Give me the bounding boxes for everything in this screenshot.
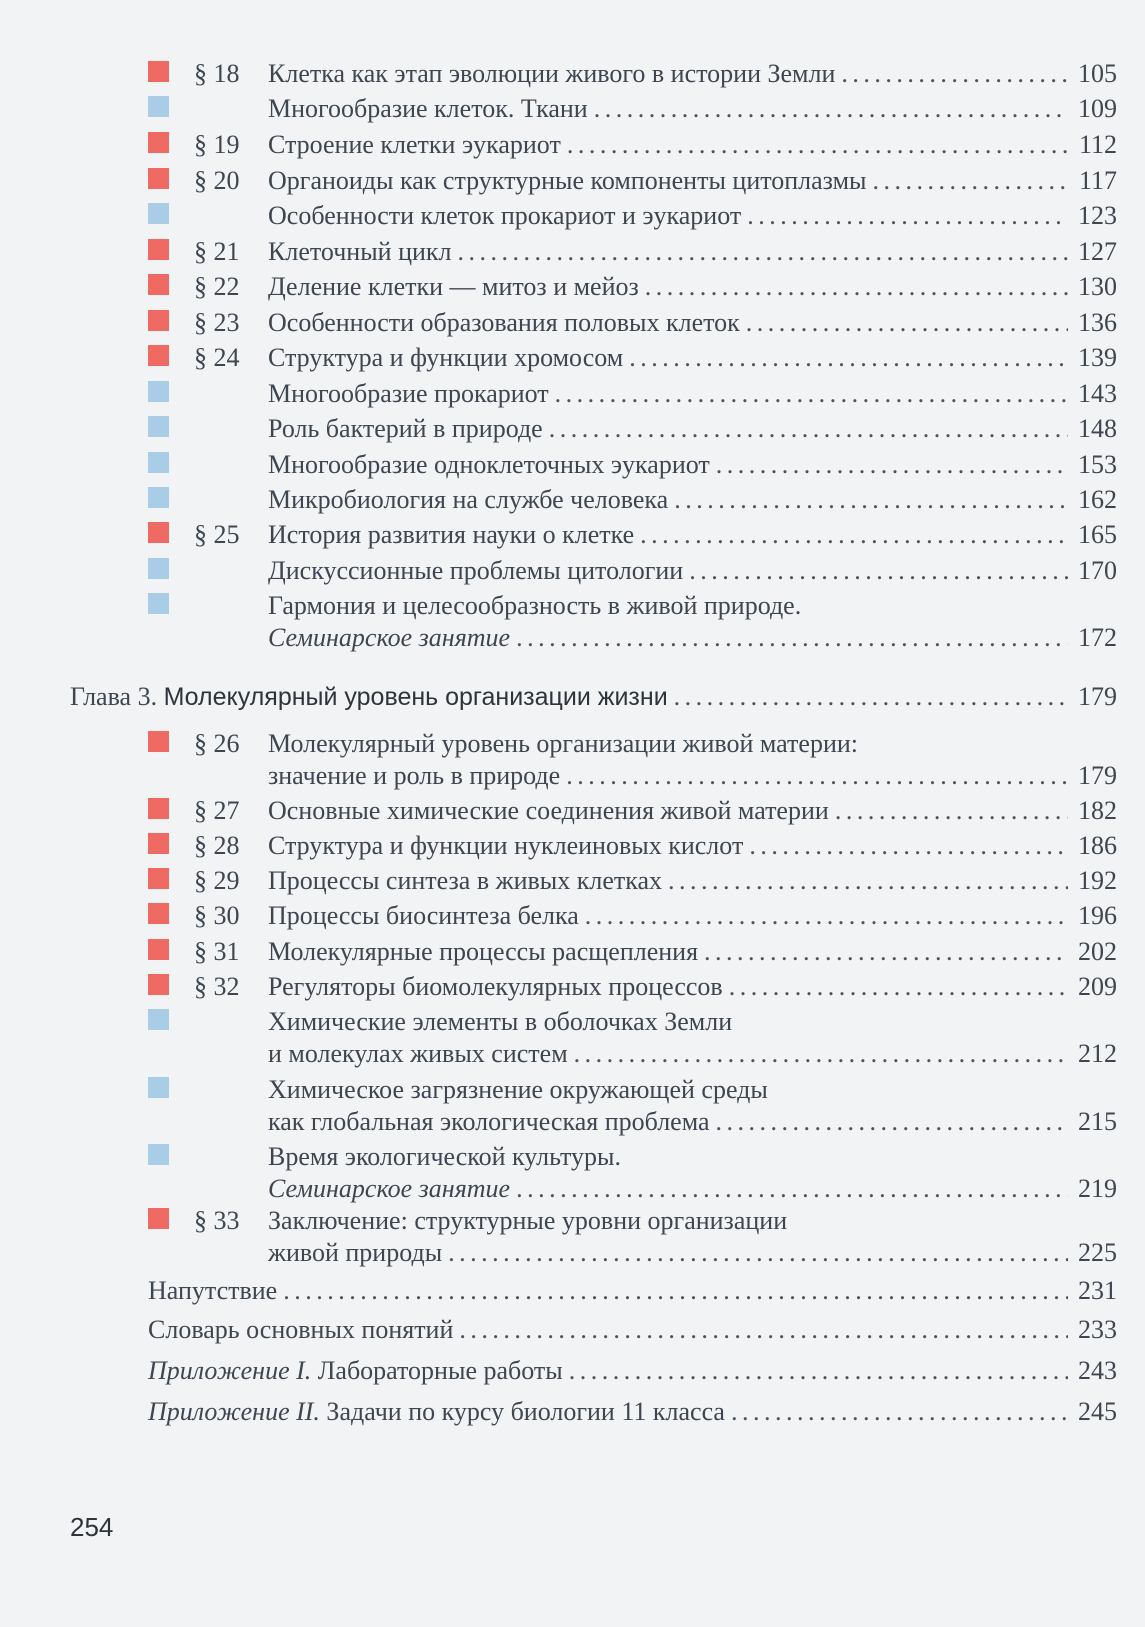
entry-title [268,760,560,792]
paragraph-marker [148,132,169,153]
dot-leader [640,519,1068,551]
dot-leader [516,1173,1068,1205]
entry-title [268,484,668,516]
page-ref: 127 [1078,237,1117,266]
page-ref: 130 [1078,272,1117,301]
page-ref: 186 [1078,831,1117,860]
entry-title [268,1237,442,1269]
dot-leader [645,271,1068,303]
paragraph-number: § 25 [194,520,240,549]
entry-title-text: Клеточный цикл [268,237,452,266]
page-ref: 209 [1078,972,1117,1001]
page-ref: 215 [1078,1107,1117,1136]
entry-title [268,1205,787,1237]
entry-title [268,795,829,827]
dot-leader [747,200,1068,232]
paragraph-marker [148,903,169,924]
entry-title-text: Микробиология на службе человека [268,485,669,514]
dot-leader [566,760,1068,792]
entry-title-text: Химические элементы в оболочках Земли [268,1007,733,1036]
entry-title-text: Многообразие клеток. Ткани [268,94,588,123]
paragraph-number: § 19 [194,130,240,159]
entry-title-text: Строение клетки эукариот [268,130,561,159]
entry-title [268,307,740,339]
page-ref: 148 [1078,414,1117,443]
page-ref: 153 [1078,450,1117,479]
entry-title-text: Основные химические соединения живой материи [268,796,829,825]
supplementary-marker [148,452,169,473]
entry-title-text: Словарь основных понятий [148,1315,454,1344]
supplementary-marker [148,203,169,224]
dot-leader [594,93,1068,125]
paragraph-marker [148,522,169,543]
paragraph-marker [148,274,169,295]
entry-title-text: Многообразие одноклеточных эукариот [268,450,710,479]
appendix-label: Приложение II. [148,1397,320,1426]
entry-title-text: Процессы биосинтеза белка [268,901,579,930]
entry-title [148,1275,277,1307]
page-ref: 112 [1078,130,1117,159]
appendix-label: Приложение I. [148,1356,312,1385]
page-ref: 192 [1078,866,1117,895]
dot-leader [841,58,1068,90]
dot-leader [716,1106,1068,1138]
entry-title [268,378,549,410]
dot-leader [448,1237,1068,1269]
paragraph-marker [148,868,169,889]
supplementary-marker [148,416,169,437]
supplementary-marker [148,593,169,614]
entry-title-text: Молекулярный уровень организации живой материи: [268,729,859,758]
paragraph-number: § 31 [194,937,240,966]
entry-title-text: Деление клетки — митоз и мейоз [268,272,639,301]
supplementary-marker [148,558,169,579]
page-ref: 179 [1078,682,1117,711]
paragraph-number: § 27 [194,796,240,825]
dot-leader [516,622,1068,654]
dot-leader [674,681,1068,713]
entry-title-text: Лабораторные работы [317,1356,563,1385]
supplementary-marker [148,381,169,402]
paragraph-marker [148,345,169,366]
dot-leader [704,936,1068,968]
dot-leader [716,449,1068,481]
paragraph-number: § 33 [194,1206,240,1235]
entry-title [268,342,623,374]
dot-leader [459,1314,1068,1346]
page-ref: 233 [1078,1315,1117,1344]
entry-title [268,1038,568,1070]
entry-title [268,165,867,197]
entry-title [268,449,710,481]
page-ref: 170 [1078,556,1117,585]
dot-leader [749,830,1068,862]
page-ref: 219 [1078,1174,1117,1203]
entry-title-text: Регуляторы биомолекулярных процессов [268,972,723,1001]
paragraph-marker [148,239,169,260]
dot-leader [731,1396,1068,1428]
entry-title-text: Дискуссионные проблемы цитологии [268,556,684,585]
entry-title-text: как глобальная экологическая проблема [268,1107,710,1136]
page-ref: 123 [1078,201,1117,230]
paragraph-marker [148,833,169,854]
entry-title-text: Особенности клеток прокариот и эукариот [268,201,742,230]
entry-title [148,1355,563,1387]
dot-leader [569,1355,1068,1387]
paragraph-marker [148,61,169,82]
entry-title-text: История развития науки о клетке [268,520,635,549]
entry-title [268,271,639,303]
page-ref: 245 [1078,1397,1117,1426]
entry-title-text: Химическое загрязнение окружающей среды [268,1075,768,1104]
entry-title-text: Роль бактерий в природе [268,414,543,443]
entry-title [148,1396,725,1428]
paragraph-number: § 21 [194,237,240,266]
supplementary-marker [148,96,169,117]
page-ref: 136 [1078,308,1117,337]
entry-title [268,971,723,1003]
page-ref: 165 [1078,520,1117,549]
dot-leader [835,795,1068,827]
page-ref: 109 [1078,94,1117,123]
dot-leader [689,555,1068,587]
entry-title-text: Органоиды как структурные компоненты цитоплазмы [268,166,867,195]
entry-title [268,129,561,161]
chapter-title: Молекулярный уровень организации жизни [163,683,668,711]
dot-leader [668,865,1068,897]
paragraph-number: § 29 [194,866,240,895]
paragraph-number: § 23 [194,308,240,337]
entry-title [268,519,634,551]
paragraph-number: § 20 [194,166,240,195]
page-ref: 202 [1078,937,1117,966]
entry-title [268,590,801,622]
entry-title-text: Семинарское занятие [268,623,511,652]
supplementary-marker [148,1009,169,1030]
entry-title-text: Структура и функции нуклеиновых кислот [268,831,744,860]
entry-title [268,900,579,932]
dot-leader [574,1038,1068,1070]
paragraph-number: § 22 [194,272,240,301]
page-ref: 143 [1078,379,1117,408]
dot-leader [746,307,1068,339]
entry-title [268,865,662,897]
page-ref: 117 [1078,166,1117,195]
entry-title [268,830,743,862]
supplementary-marker [148,1077,169,1098]
dot-leader [549,413,1068,445]
paragraph-marker [148,310,169,331]
supplementary-marker [148,487,169,508]
entry-title-text: Структура и функции хромосом [268,343,624,372]
page-number: 254 [70,1512,114,1542]
paragraph-number: § 24 [194,343,240,372]
entry-title-text: Задачи по курсу биологии 11 класса [326,1397,725,1426]
entry-title-text: Заключение: структурные уровни организации [268,1206,788,1235]
entry-title [268,936,698,968]
entry-title [268,728,858,760]
paragraph-marker [148,168,169,189]
entry-title [268,1006,732,1038]
entry-title-text: живой природы [268,1238,443,1267]
page-ref: 179 [1078,761,1117,790]
page-ref: 105 [1078,59,1117,88]
dot-leader [873,165,1069,197]
paragraph-marker [148,974,169,995]
entry-title [148,1314,453,1346]
entry-title-text: Многообразие прокариот [268,379,549,408]
paragraph-marker [148,1208,169,1229]
entry-title [268,413,543,445]
paragraph-number: § 28 [194,831,240,860]
entry-title-text: Процессы синтеза в живых клетках [268,866,663,895]
entry-title [268,1106,710,1138]
entry-title-text: Время экологической культуры. [268,1142,621,1171]
page-ref: 225 [1078,1238,1117,1267]
page-ref: 162 [1078,485,1117,514]
entry-title [268,1141,621,1173]
dot-leader [585,900,1068,932]
entry-title-text: значение и роль в природе [268,761,561,790]
page-ref: 139 [1078,343,1117,372]
dot-leader [674,484,1068,516]
entry-title [268,555,683,587]
dot-leader [458,236,1068,268]
entry-title-text: Молекулярные процессы расщепления [268,937,699,966]
entry-title-text: Гармония и целесообразность в живой природе. [268,591,802,620]
page-ref: 243 [1078,1356,1117,1385]
paragraph-marker [148,939,169,960]
paragraph-number: § 32 [194,972,240,1001]
paragraph-number: § 18 [194,59,240,88]
entry-title [268,1074,768,1106]
dot-leader [629,342,1068,374]
entry-title [268,93,588,125]
paragraph-marker [148,731,169,752]
paragraph-number: § 26 [194,729,240,758]
entry-title [268,622,510,654]
entry-title-text: Клетка как этап эволюции живого в истории Земли [268,59,836,88]
page-ref: 196 [1078,901,1117,930]
page-ref: 212 [1078,1039,1117,1068]
supplementary-marker [148,1144,169,1165]
chapter-label: Глава 3. [70,682,158,711]
entry-title [268,1173,510,1205]
entry-title-text: Особенности образования половых клеток [268,308,740,337]
dot-leader [555,378,1068,410]
dot-leader [567,129,1069,161]
entry-title-text: Напутствие [148,1276,278,1305]
paragraph-marker [148,798,169,819]
entry-title [268,58,835,90]
entry-title [268,236,452,268]
page-ref: 172 [1078,623,1117,652]
paragraph-number: § 30 [194,901,240,930]
entry-title-text: и молекулах живых систем [268,1039,568,1068]
dot-leader [729,971,1068,1003]
dot-leader [283,1275,1068,1307]
page-ref: 231 [1078,1276,1117,1305]
page-ref: 182 [1078,796,1117,825]
entry-title-text: Семинарское занятие [268,1174,511,1203]
entry-title [268,200,741,232]
chapter-title-group [70,681,668,713]
